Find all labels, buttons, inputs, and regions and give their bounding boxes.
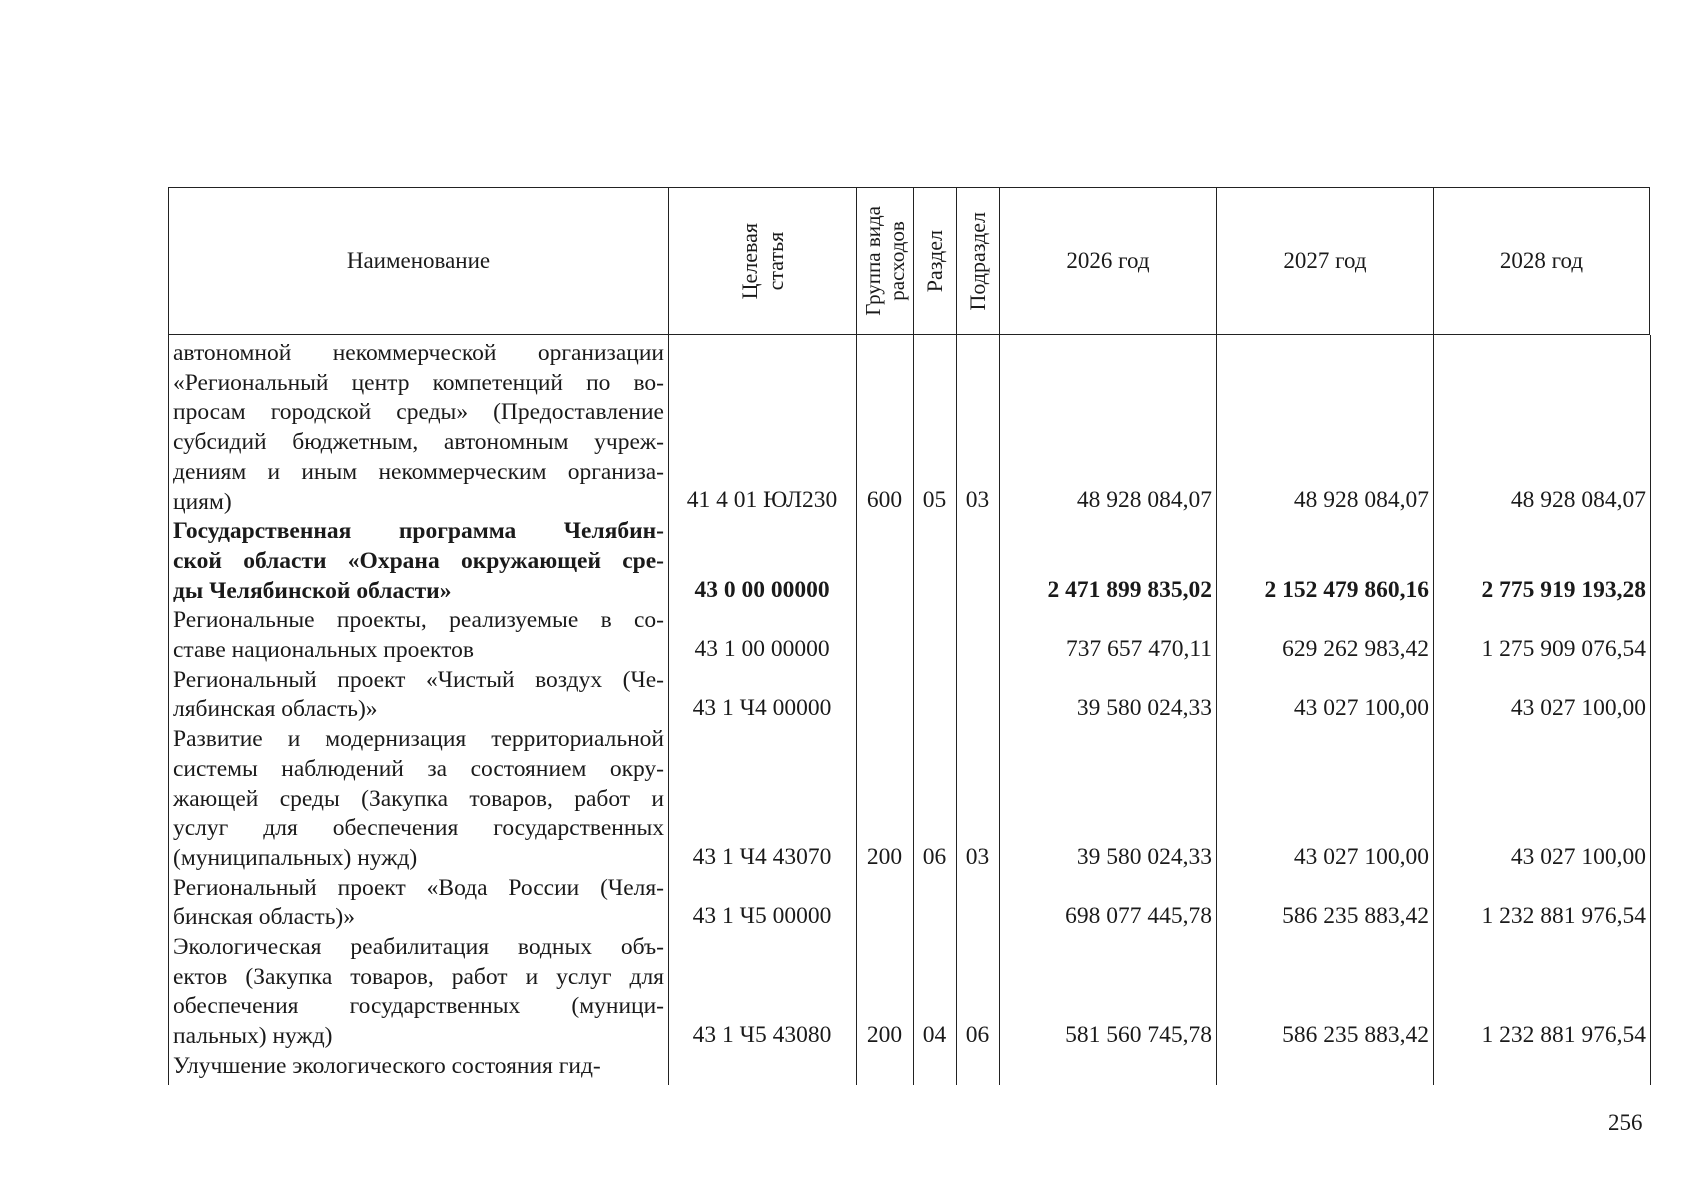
row-amount-2027 xyxy=(1216,517,1433,606)
row-amount-2026-value: 39 580 024,33 xyxy=(1076,695,1212,722)
row-amount-2026 xyxy=(999,517,1216,606)
row-section xyxy=(913,339,956,517)
row-name-line: обеспечения государственных (муници- xyxy=(173,993,664,1020)
row-section xyxy=(913,606,956,665)
row-target-article-value: 43 1 00 00000 xyxy=(694,635,830,662)
row-amount-2026-value: 48 928 084,07 xyxy=(1076,487,1212,514)
table-row xyxy=(168,606,1650,665)
row-amount-2027 xyxy=(1216,725,1433,874)
row-target-article-value: 43 0 00 00000 xyxy=(694,576,830,603)
row-subsection xyxy=(956,933,999,1052)
row-target-article-value: 43 1 Ч5 43080 xyxy=(692,1022,832,1049)
row-amount-2026-value: 39 580 024,33 xyxy=(1076,843,1212,870)
row-name-line: лябинская область)» xyxy=(173,696,378,723)
row-section xyxy=(913,1052,956,1082)
row-name xyxy=(168,517,668,606)
row-name xyxy=(168,933,668,1052)
table-row xyxy=(168,933,1650,1052)
row-target-article xyxy=(668,606,856,665)
row-section xyxy=(913,517,956,606)
row-name-line: Государственная программа Челябин- xyxy=(173,518,664,545)
row-target-article xyxy=(668,874,856,933)
row-amount-2028-value: 1 232 881 976,54 xyxy=(1481,1022,1646,1049)
row-name-line: ской области «Охрана окружающей сре- xyxy=(173,547,664,574)
budget-table-page xyxy=(168,187,1650,1085)
row-name-line: Улучшение экологического состояния гид- xyxy=(173,1052,601,1079)
row-name-line: автономной некоммерческой организации xyxy=(173,340,664,366)
header-name: Наименование xyxy=(168,188,668,334)
row-amount-2028-value: 1 275 909 076,54 xyxy=(1481,635,1646,662)
header-subsection: Подраздел xyxy=(956,188,999,334)
row-amount-2028-value: 48 928 084,07 xyxy=(1510,487,1646,514)
row-amount-2028 xyxy=(1433,339,1650,517)
row-amount-2027-value: 43 027 100,00 xyxy=(1293,843,1429,870)
row-amount-2026 xyxy=(999,606,1216,665)
row-amount-2027 xyxy=(1216,339,1433,517)
header-year-2027: 2027 год xyxy=(1216,188,1433,334)
row-target-article xyxy=(668,666,856,725)
row-expense-group xyxy=(856,666,913,725)
row-subsection xyxy=(956,725,999,874)
header-expense-group: Группа вида расходов xyxy=(856,188,913,334)
row-name xyxy=(168,339,668,517)
row-name-line: ставе национальных проектов xyxy=(173,637,474,663)
table-header xyxy=(168,187,1650,335)
table-row xyxy=(168,874,1650,933)
row-expense-group-value: 200 xyxy=(866,843,903,870)
row-amount-2026-value: 2 471 899 835,02 xyxy=(1047,576,1212,603)
row-subsection-value: 03 xyxy=(965,843,990,870)
row-amount-2027-value: 48 928 084,07 xyxy=(1293,487,1429,514)
row-section xyxy=(913,874,956,933)
row-target-article-value: 43 1 Ч4 43070 xyxy=(692,843,832,870)
row-amount-2026 xyxy=(999,1052,1216,1082)
row-amount-2027-value: 586 235 883,42 xyxy=(1282,1022,1429,1049)
row-expense-group xyxy=(856,933,913,1052)
row-name xyxy=(168,725,668,874)
row-amount-2028 xyxy=(1433,725,1650,874)
row-amount-2027 xyxy=(1216,874,1433,933)
row-section-value: 05 xyxy=(922,487,947,514)
row-section xyxy=(913,933,956,1052)
row-name-line: ды Челябинской области» xyxy=(173,577,452,604)
row-name-line: дениям и иным некоммерческим организа- xyxy=(173,458,664,485)
row-name-line: циям) xyxy=(173,488,232,515)
row-subsection xyxy=(956,1052,999,1082)
page-number: 256 xyxy=(1608,1110,1643,1135)
row-subsection xyxy=(956,517,999,606)
row-subsection xyxy=(956,666,999,725)
row-amount-2026-value: 581 560 745,78 xyxy=(1065,1022,1212,1049)
table-row xyxy=(168,339,1650,517)
row-target-article xyxy=(668,933,856,1052)
row-amount-2028-value: 43 027 100,00 xyxy=(1510,695,1646,722)
table-row xyxy=(168,725,1650,874)
row-expense-group xyxy=(856,606,913,665)
row-amount-2028-value: 1 232 881 976,54 xyxy=(1481,903,1646,930)
row-amount-2027-value: 43 027 100,00 xyxy=(1293,695,1429,722)
row-amount-2026 xyxy=(999,725,1216,874)
row-target-article xyxy=(668,517,856,606)
row-amount-2026-value: 737 657 470,11 xyxy=(1065,635,1212,662)
row-amount-2028 xyxy=(1433,666,1650,725)
row-amount-2027-value: 629 262 983,42 xyxy=(1282,635,1429,662)
row-subsection-value: 06 xyxy=(965,1022,990,1049)
row-target-article-value: 43 1 Ч4 00000 xyxy=(692,695,832,722)
row-target-article xyxy=(668,339,856,517)
row-name-line: ектов (Закупка товаров, работ и услуг для xyxy=(173,963,664,990)
row-amount-2028 xyxy=(1433,606,1650,665)
row-name xyxy=(168,606,668,665)
row-name-line: жающей среды (Закупка товаров, работ и xyxy=(173,785,664,812)
header-year-2026: 2026 год xyxy=(999,188,1216,334)
row-amount-2028-value: 2 775 919 193,28 xyxy=(1481,576,1646,603)
table-body xyxy=(168,335,1650,1085)
table-row xyxy=(168,517,1650,606)
row-target-article-value: 41 4 01 ЮЛ230 xyxy=(686,487,838,514)
table-row xyxy=(168,1052,1650,1082)
row-expense-group-value: 600 xyxy=(866,487,903,514)
row-amount-2028 xyxy=(1433,933,1650,1052)
row-name-line: пальных) нужд) xyxy=(173,1023,333,1050)
row-amount-2027-value: 586 235 883,42 xyxy=(1282,903,1429,930)
row-expense-group xyxy=(856,1052,913,1082)
row-amount-2026-value: 698 077 445,78 xyxy=(1065,903,1212,930)
row-name-line: субсидий бюджетным, автономным учреж- xyxy=(173,429,664,456)
row-amount-2027 xyxy=(1216,666,1433,725)
row-target-article xyxy=(668,1052,856,1082)
row-name-line: бинская область)» xyxy=(173,904,355,931)
row-amount-2027 xyxy=(1216,1052,1433,1082)
row-target-article-value: 43 1 Ч5 00000 xyxy=(692,903,832,930)
row-amount-2026 xyxy=(999,874,1216,933)
header-year-2028: 2028 год xyxy=(1433,188,1650,334)
budget-table xyxy=(168,187,1650,1085)
row-section-value: 06 xyxy=(922,843,947,870)
row-section xyxy=(913,725,956,874)
row-name-line: (муниципальных) нужд) xyxy=(173,844,418,871)
header-target-article: Целевая статья xyxy=(668,188,856,334)
row-subsection xyxy=(956,606,999,665)
row-subsection xyxy=(956,339,999,517)
row-section-value: 04 xyxy=(922,1022,947,1049)
row-amount-2028 xyxy=(1433,517,1650,606)
row-expense-group xyxy=(856,725,913,874)
row-amount-2026 xyxy=(999,339,1216,517)
row-name-line: просам городской среды» (Предоставление xyxy=(173,399,664,426)
row-name-line: Региональные проекты, реализуемые в со- xyxy=(173,607,664,634)
row-section xyxy=(913,666,956,725)
row-amount-2028 xyxy=(1433,874,1650,933)
row-expense-group xyxy=(856,874,913,933)
row-expense-group-value: 200 xyxy=(866,1022,903,1049)
row-name-line: Региональный проект «Чистый воздух (Че- xyxy=(173,666,664,693)
header-section: Раздел xyxy=(913,188,956,334)
row-name-line: Развитие и модернизация территориальной xyxy=(173,726,664,753)
row-amount-2026 xyxy=(999,666,1216,725)
row-name xyxy=(168,874,668,933)
row-name-line: «Региональный центр компетенций по во- xyxy=(173,369,664,396)
row-name-line: Региональный проект «Вода России (Челя- xyxy=(173,874,664,901)
row-amount-2027 xyxy=(1216,606,1433,665)
row-amount-2028 xyxy=(1433,1052,1650,1082)
row-expense-group xyxy=(856,339,913,517)
row-amount-2027 xyxy=(1216,933,1433,1052)
row-amount-2028-value: 43 027 100,00 xyxy=(1510,843,1646,870)
row-name xyxy=(168,1052,668,1082)
row-name-line: системы наблюдений за состоянием окру- xyxy=(173,755,664,782)
row-amount-2026 xyxy=(999,933,1216,1052)
row-subsection-value: 03 xyxy=(965,487,990,514)
row-name xyxy=(168,666,668,725)
row-name-line: услуг для обеспечения государственных xyxy=(173,815,664,842)
table-row xyxy=(168,666,1650,725)
row-expense-group xyxy=(856,517,913,606)
row-name-line: Экологическая реабилитация водных объ- xyxy=(173,934,664,960)
row-amount-2027-value: 2 152 479 860,16 xyxy=(1264,576,1429,603)
row-target-article xyxy=(668,725,856,874)
row-subsection xyxy=(956,874,999,933)
